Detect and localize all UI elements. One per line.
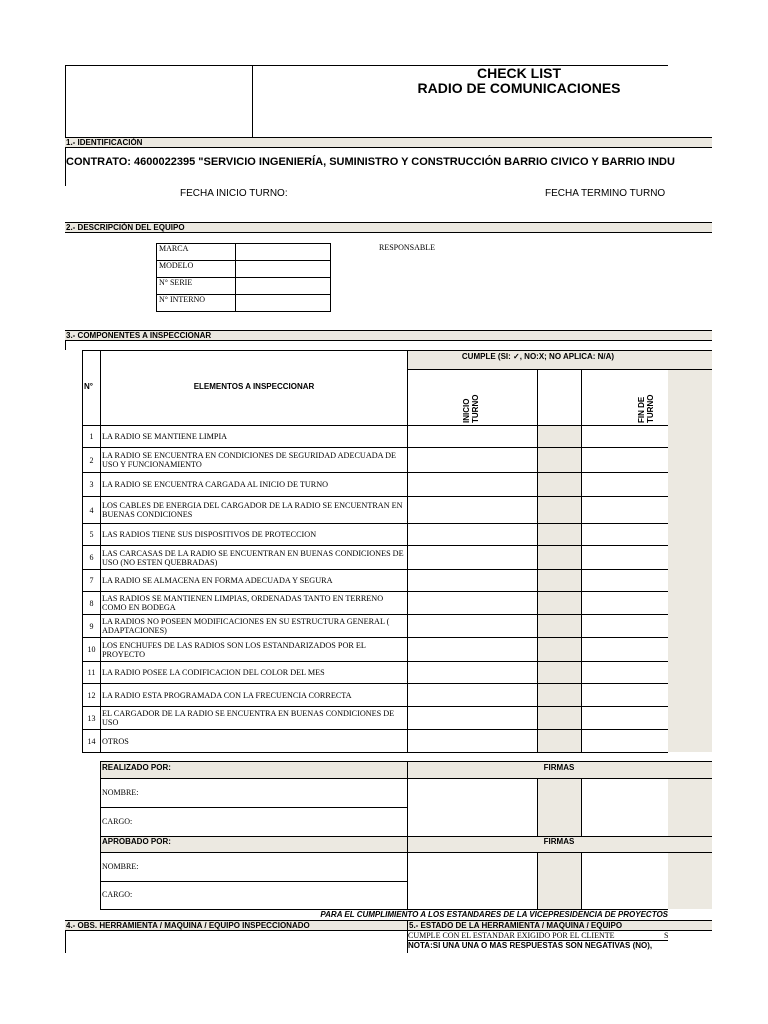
- item-number: 9: [82, 614, 100, 637]
- equipment-row: [157, 295, 331, 312]
- item-number: 14: [82, 729, 100, 752]
- section5-heading: 5.- ESTADO DE LA HERRAMIENTA / MAQUINA / EQUIPO: [407, 920, 712, 931]
- inicio-check-cell[interactable]: [407, 425, 537, 447]
- section4-heading: 4.- OBS. HERRAMIENTA / MAQUINA / EQUIPO INSPECCIONADO: [65, 920, 407, 931]
- aprobado-label: APROBADO POR:: [102, 837, 171, 846]
- right-shade-cell: [668, 447, 712, 472]
- logo-area-divider: [252, 65, 253, 137]
- separator-cell: [537, 447, 581, 472]
- item-number: 4: [82, 496, 100, 523]
- field-value[interactable]: [236, 295, 331, 312]
- item-description: LA RADIO POSEE LA CODIFICACION DEL COLOR DEL MES: [100, 661, 407, 683]
- item-description: LA RADIO SE ALMACENA EN FORMA ADECUADA Y SEGURA: [100, 569, 407, 591]
- separator-cell: [537, 661, 581, 683]
- field-value[interactable]: [236, 278, 331, 295]
- right-shade-cell: [668, 569, 712, 591]
- inspection-row: [82, 683, 712, 706]
- header-shade-right: [668, 370, 712, 425]
- section5-line1-suffix: S: [664, 931, 669, 940]
- right-shade-cell: [668, 729, 712, 752]
- item-description: LA RADIO SE MANTIENE LIMPIA: [100, 425, 407, 447]
- sig2-divider: [407, 836, 408, 909]
- separator-cell: [537, 496, 581, 523]
- inspection-row: [82, 569, 712, 591]
- separator-cell: [537, 729, 581, 752]
- right-shade-cell: [668, 545, 712, 569]
- inicio-check-cell[interactable]: [407, 472, 537, 496]
- right-shade-cell: [668, 661, 712, 683]
- fin-check-cell[interactable]: [581, 545, 668, 569]
- inspection-row: [82, 729, 712, 752]
- separator-cell: [537, 425, 581, 447]
- inspection-row: [82, 496, 712, 523]
- inicio-turno-header: INICIO TURNO: [462, 394, 480, 423]
- inicio-check-cell[interactable]: [407, 683, 537, 706]
- nombre-label-2: NOMBRE:: [102, 862, 139, 871]
- inicio-check-cell[interactable]: [407, 614, 537, 637]
- fin-turno-header: FIN DE TURNO: [637, 394, 655, 423]
- separator-cell: [537, 523, 581, 545]
- item-description: EL CARGADOR DE LA RADIO SE ENCUENTRA EN BUENAS CONDICIONES DE USO: [100, 706, 407, 729]
- item-number: 3: [82, 472, 100, 496]
- right-shade-cell: [668, 472, 712, 496]
- item-number: 6: [82, 545, 100, 569]
- contract-text: CONTRATO: 4600022395 "SERVICIO INGENIERÍA, SUMINISTRO Y CONSTRUCCIÓN BARRIO CIVICO Y BARRIO INDU: [66, 156, 675, 168]
- start-date-label: FECHA INICIO TURNO:: [180, 188, 288, 199]
- item-description: LA RADIO SE ENCUENTRA CARGADA AL INICIO DE TURNO: [100, 472, 407, 496]
- form-title: [370, 66, 668, 96]
- field-label: N° SERIE: [157, 278, 236, 295]
- end-date-label: FECHA TERMINO TURNO: [545, 188, 666, 199]
- right-shade-cell: [668, 425, 712, 447]
- col-num-header: N°: [84, 382, 93, 391]
- section4-left-border: [65, 931, 66, 953]
- sig2-nombre-line: [100, 881, 408, 882]
- cargo-label-2: CARGO:: [102, 890, 133, 899]
- right-shade-cell: [668, 523, 712, 545]
- separator-cell: [537, 706, 581, 729]
- section1-heading: 1.- IDENTIFICACIÓN: [65, 137, 712, 148]
- separator-cell: [537, 472, 581, 496]
- separator-cell: [537, 591, 581, 614]
- sig1-nombre-line: [100, 807, 408, 808]
- inicio-check-cell[interactable]: [407, 545, 537, 569]
- item-number: 5: [82, 523, 100, 545]
- separator-cell: [537, 545, 581, 569]
- item-description: LA RADIOS NO POSEEN MODIFICACIONES EN SU ESTRUCTURA GENERAL ( ADAPTACIONES): [100, 614, 407, 637]
- separator-cell: [537, 614, 581, 637]
- item-number: 10: [82, 637, 100, 661]
- nombre-label-1: NOMBRE:: [102, 788, 139, 797]
- inspection-row: [82, 523, 712, 545]
- inicio-check-cell[interactable]: [407, 447, 537, 472]
- inspection-row: [82, 661, 712, 683]
- right-shade-cell: [668, 591, 712, 614]
- item-description: LA RADIO ESTA PROGRAMADA CON LA FRECUENCIA CORRECTA: [100, 683, 407, 706]
- inspection-row: [82, 637, 712, 661]
- item-description: LAS RADIOS TIENE SUS DISPOSITIVOS DE PROTECCION: [100, 523, 407, 545]
- section3-heading: 3.- COMPONENTES A INSPECCIONAR: [65, 330, 712, 341]
- fin-check-cell[interactable]: [581, 447, 668, 472]
- equipment-table: [156, 243, 331, 312]
- equipment-row: [157, 278, 331, 295]
- fin-check-cell[interactable]: [581, 683, 668, 706]
- section3-left-border: [65, 341, 66, 350]
- fin-check-cell[interactable]: [581, 523, 668, 545]
- col-elements-header: ELEMENTOS A INSPECCIONAR: [193, 382, 315, 391]
- item-number: 11: [82, 661, 100, 683]
- fin-check-cell[interactable]: [581, 569, 668, 591]
- sig2-shade-mid: [537, 853, 582, 909]
- cumple-label: CUMPLE (SI: ✓, NO:X; NO APLICA: N/A): [461, 352, 615, 361]
- field-value[interactable]: [236, 261, 331, 278]
- fin-check-cell[interactable]: [581, 661, 668, 683]
- form-title-line2: RADIO DE COMUNICACIONES: [417, 80, 621, 96]
- right-shade-cell: [668, 614, 712, 637]
- item-description: LOS ENCHUFES DE LAS RADIOS SON LOS ESTANDARIZADOS POR EL PROYECTO: [100, 637, 407, 661]
- inicio-check-cell[interactable]: [407, 569, 537, 591]
- inspection-row: [82, 591, 712, 614]
- inspection-row: [82, 472, 712, 496]
- item-number: 7: [82, 569, 100, 591]
- fin-check-cell[interactable]: [581, 614, 668, 637]
- fin-check-cell[interactable]: [581, 591, 668, 614]
- right-shade-cell: [668, 706, 712, 729]
- section5-line1: [408, 931, 668, 941]
- sig2-shade-right: [668, 853, 712, 909]
- inicio-check-cell[interactable]: [407, 637, 537, 661]
- section2-heading: 2.- DESCRIPCIÓN DEL EQUIPO: [65, 222, 712, 233]
- item-description: OTROS: [100, 729, 407, 752]
- item-number: 13: [82, 706, 100, 729]
- item-number: 2: [82, 447, 100, 472]
- item-description: LAS CARCASAS DE LA RADIO SE ENCUENTRAN EN BUENAS CONDICIONES DE USO (NO ESTEN QUEBRADAS): [100, 545, 407, 569]
- sig1-shade-mid: [537, 779, 582, 836]
- inicio-check-cell[interactable]: [407, 729, 537, 752]
- inicio-check-cell[interactable]: [407, 496, 537, 523]
- fin-check-cell[interactable]: [581, 472, 668, 496]
- fin-check-cell[interactable]: [581, 637, 668, 661]
- equipment-row: [157, 244, 331, 261]
- sig1-shade-right: [668, 779, 712, 836]
- item-description: LOS CABLES DE ENERGIA DEL CARGADOR DE LA RADIO SE ENCUENTRAN EN BUENAS CONDICIONES: [100, 496, 407, 523]
- inspection-row: [82, 545, 712, 569]
- inspection-row: [82, 706, 712, 729]
- separator-cell: [537, 569, 581, 591]
- header-divider-fin: [581, 370, 582, 425]
- field-value[interactable]: [236, 244, 331, 261]
- sig1-divider: [407, 761, 408, 836]
- fin-check-cell[interactable]: [581, 706, 668, 729]
- section5-line1-text: CUMPLE CON EL ESTANDAR EXIGIDO POR EL CLIENTE: [408, 931, 615, 940]
- item-description: LAS RADIOS SE MANTIENEN LIMPIAS, ORDENADAS TANTO EN TERRENO COMO EN BODEGA: [100, 591, 407, 614]
- right-shade-cell: [668, 683, 712, 706]
- section5-line2: NOTA:SI UNA UNA O MAS RESPUESTAS SON NEGATIVAS (NO),: [408, 941, 653, 950]
- items-bottom-line: [82, 752, 668, 753]
- equipment-row: [157, 261, 331, 278]
- inspection-row: [82, 425, 712, 447]
- item-number: 8: [82, 591, 100, 614]
- right-shade-cell: [668, 637, 712, 661]
- inicio-check-cell[interactable]: [407, 706, 537, 729]
- firmas-label-1: FIRMAS: [543, 763, 575, 772]
- inicio-check-cell[interactable]: [407, 661, 537, 683]
- responsible-label: RESPONSABLE: [379, 243, 436, 252]
- standards-note: PARA EL CUMPLIMIENTO A LOS ESTANDARES DE LA VICEPRESIDENCIA DE PROYECTOS: [320, 910, 668, 919]
- inicio-check-cell[interactable]: [407, 523, 537, 545]
- field-label: MARCA: [157, 244, 236, 261]
- form-title-line1: CHECK LIST: [477, 65, 561, 81]
- firmas-label-2: FIRMAS: [543, 837, 575, 846]
- inspection-row: [82, 614, 712, 637]
- fin-check-cell[interactable]: [581, 729, 668, 752]
- inicio-check-cell[interactable]: [407, 591, 537, 614]
- separator-cell: [537, 683, 581, 706]
- item-description: LA RADIO SE ENCUENTRA EN CONDICIONES DE SEGURIDAD ADECUADA DE USO Y FUNCIONAMIENTO: [100, 447, 407, 472]
- inspection-row: [82, 447, 712, 472]
- item-number: 12: [82, 683, 100, 706]
- field-label: N° INTERNO: [157, 295, 236, 312]
- item-number: 1: [82, 425, 100, 447]
- realizado-label: REALIZADO POR:: [102, 763, 171, 772]
- header-divider-mid: [537, 370, 538, 425]
- right-shade-cell: [668, 496, 712, 523]
- fin-check-cell[interactable]: [581, 496, 668, 523]
- cargo-label-1: CARGO:: [102, 817, 133, 826]
- fin-check-cell[interactable]: [581, 425, 668, 447]
- separator-cell: [537, 637, 581, 661]
- field-label: MODELO: [157, 261, 236, 278]
